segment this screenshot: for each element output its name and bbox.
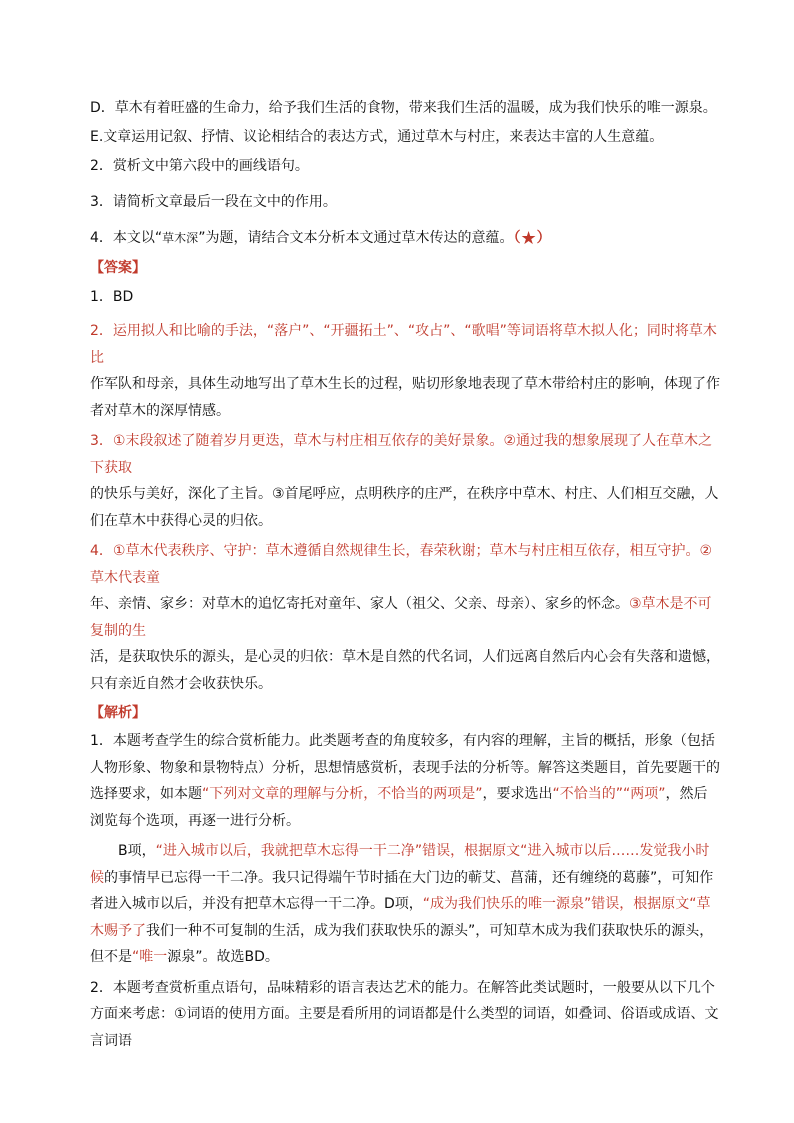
analysis-paragraph-2: B项，“进入城市以后，我就把草木忘得一干二净”错误，根据原文“进入城市以后……发觉我小时候的事情早已忘得一干二净。我只记得端午节时插在大门边的蕲艾、菖蒲，还有缠绕的葛藤”，可知作者进入城市以后，并没有把草木忘得一干二净。D项，“成为我们快乐的唯一源泉”错误，根据原文“草木赐予了我们一种不可复制的生活，成为我们获取快乐的源头”，可知草木成为我们获取快乐的源头，但不是“唯一源泉”。故选BD。 — [90, 843, 714, 965]
question-2: 2．赏析文中第六段中的画线语句。 — [90, 158, 309, 174]
document-page — [90, 98, 720, 1054]
question-3: 3．请简析文章最后一段在文中的作用。 — [90, 194, 337, 210]
answer-2 — [90, 318, 720, 424]
answer-4-rest: 活，是获取快乐的源头，是心灵的归依：草木是自然的代名词，人们远离自然后内心会有失落和遗憾，只有亲近自然才会收获快乐。 — [90, 649, 720, 692]
answer-2-rest: 作军队和母亲，具体生动地写出了草木生长的过程，贴切形象地表现了草木带给村庄的影响，体现了作者对草木的深厚情感。 — [90, 376, 720, 419]
answer-heading: 【答案】 — [90, 260, 146, 276]
question-4 — [90, 228, 720, 249]
answer-3-rest: 的快乐与美好，深化了主旨。③首尾呼应，点明秩序的庄严，在秩序中草木、村庄、人们相互交融，人们在草木中获得心灵的归依。 — [90, 486, 719, 529]
star-icon: ★ — [520, 228, 537, 249]
answer-4 — [90, 538, 720, 697]
question-4-title: 草木深 — [162, 231, 199, 245]
answer-3-line1: 3．①末段叙述了随着岁月更迭，草木与村庄相互依存的美好景象。②通过我的想象展现了人在草木之下获取 — [90, 433, 713, 476]
analysis-paragraph-3: 2．本题考查赏析重点语句，品味精彩的语言表达艺术的能力。在解答此类试题时，一般要从以下几个方面来考虑：①词语的使用方面。主要是看所用的词语都是什么类型的词语，如叠词、俗语或成语、文言词语 — [90, 979, 719, 1049]
answer-1: 1．BD — [90, 289, 134, 305]
analysis-paragraph-1: 1．本题考查学生的综合赏析能力。此类题考查的角度较多，有内容的理解，主旨的概括，形象（包括人物形象、物象和景物特点）分析，思想情感赏析，表现手法的分析等。解答这类题目，首先要题干的选择要求，如本题“下列对文章的理解与分析，不恰当的两项是”，要求选出“不恰当的”“两项”，然后浏览每个选项，再逐一进行分析。 — [90, 733, 720, 829]
difficulty-star: （★） — [513, 228, 551, 249]
answer-4-line1: 4．①草木代表秩序、守护：草木遵循自然规律生长，春荣秋谢；草木与村庄相互依存，相互守护。②草木代表童 — [90, 543, 713, 586]
option-e: E.文章运用记叙、抒情、议论相结合的表达方式，通过草木与村庄，来表达丰富的人生意蕴。 — [90, 129, 664, 145]
question-4-suffix: ”为题，请结合文本分析本文通过草木传达的意蕴。 — [198, 230, 514, 246]
analysis-heading: 【解析】 — [90, 705, 146, 721]
question-4-prefix: 4．本文以“ — [90, 230, 163, 246]
option-d: D．草木有着旺盛的生命力，给予我们生活的食物，带来我们生活的温暖，成为我们快乐的唯一源泉。 — [90, 100, 717, 116]
answer-2-line1: 2．运用拟人和比喻的手法，“落户”、“开疆拓土”、“攻占”、“歌唱”等词语将草木拟人化；同时将草木比 — [90, 323, 717, 366]
answer-3 — [90, 428, 720, 534]
answer-4-line2: 年、亲情、家乡：对草木的追忆寄托对童年、家人（祖父、父亲、母亲）、家乡的怀念。③草木是不可复制的生 — [90, 596, 712, 639]
